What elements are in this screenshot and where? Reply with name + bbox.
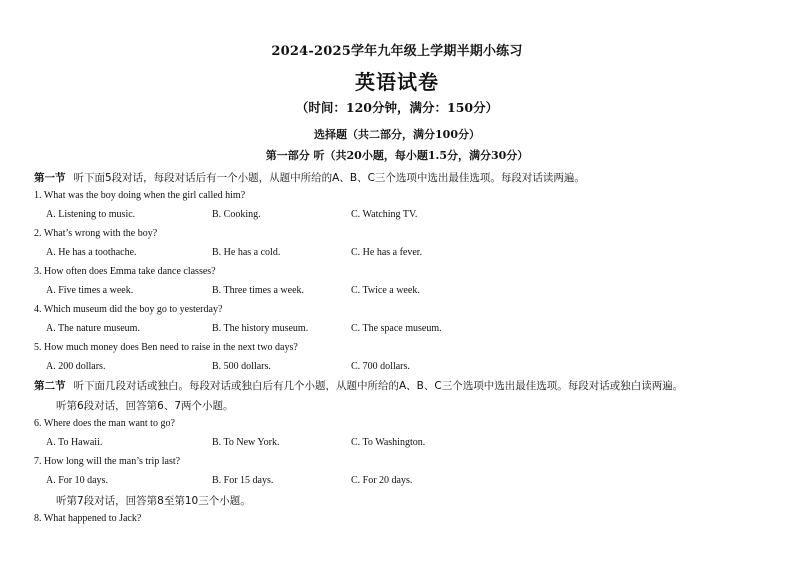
question-3-option-c: C. Twice a week. <box>351 285 420 296</box>
section2-label: 第二节 <box>34 380 66 392</box>
question-6-text: 6. Where does the man want to go? <box>34 418 175 429</box>
question-4-text: 4. Which museum did the boy go to yesterday? <box>34 304 223 315</box>
question-5-option-b: B. 500 dollars. <box>212 361 271 372</box>
question-7-option-c: C. For 20 days. <box>351 475 413 486</box>
question-7-text: 7. How long will the man’s trip last? <box>34 456 181 467</box>
section2-subinstruction-2: 听第7段对话，回答第8至第10三个小题。 <box>56 495 251 507</box>
question-4-option-a: A. The nature museum. <box>46 323 140 334</box>
question-7-option-a: A. For 10 days. <box>46 475 108 486</box>
question-2-option-c: C. He has a fever. <box>351 247 423 258</box>
multiple-choice-heading: 选择题（共二部分，满分100分） <box>314 128 480 141</box>
section1-label: 第一节 <box>34 172 66 184</box>
question-1-option-a: A. Listening to music. <box>46 209 136 220</box>
section2-subinstruction-1: 听第6段对话，回答第6、7两个小题。 <box>56 400 234 412</box>
question-3-text: 3. How often does Emma take dance classes? <box>34 266 216 277</box>
question-2-option-a: A. He has a toothache. <box>46 247 137 258</box>
exam-subject-title: 英语试卷 <box>355 70 439 94</box>
question-5-option-c: C. 700 dollars. <box>351 361 410 372</box>
question-8-text: 8. What happened to Jack? <box>34 513 142 524</box>
exam-time-score: （时间：120分钟，满分：150分） <box>295 100 499 115</box>
section1-instruction-line <box>34 170 585 185</box>
question-5-text: 5. How much money does Ben need to raise in the next two days? <box>34 342 298 353</box>
part-one-listening-heading: 第一部分 听（共20小题，每小题1.5分，满分30分） <box>265 149 529 162</box>
question-1-option-b: B. Cooking. <box>212 209 261 220</box>
question-2-option-b: B. He has a cold. <box>212 247 281 258</box>
question-6-option-c: C. To Washington. <box>351 437 426 448</box>
exam-school-year-title: 2024-2025学年九年级上学期半期小练习 <box>271 44 523 59</box>
question-4-option-b: B. The history museum. <box>212 323 309 334</box>
question-6-option-b: B. To New York. <box>212 437 280 448</box>
question-6-option-a: A. To Hawaii. <box>46 437 103 448</box>
section1-instruction: 听下面5段对话，每段对话后有一个小题，从题中所给的A、B、C三个选项中选出最佳选项。每段对话读两遍。 <box>73 172 585 184</box>
question-5-option-a: A. 200 dollars. <box>46 361 106 372</box>
question-3-option-a: A. Five times a week. <box>46 285 134 296</box>
question-2-text: 2. What’s wrong with the boy? <box>34 228 158 239</box>
question-7-option-b: B. For 15 days. <box>212 475 274 486</box>
question-4-option-c: C. The space museum. <box>351 323 442 334</box>
section2-instruction-line <box>34 378 683 393</box>
section2-instruction: 听下面几段对话或独白。每段对话或独白后有几个小题，从题中所给的A、B、C三个选项中选出最佳选项。每段对话或独白读两遍。 <box>73 380 684 392</box>
question-3-option-b: B. Three times a week. <box>212 285 305 296</box>
question-1-text: 1. What was the boy doing when the girl called him? <box>34 190 246 201</box>
question-1-option-c: C. Watching TV. <box>351 209 418 220</box>
